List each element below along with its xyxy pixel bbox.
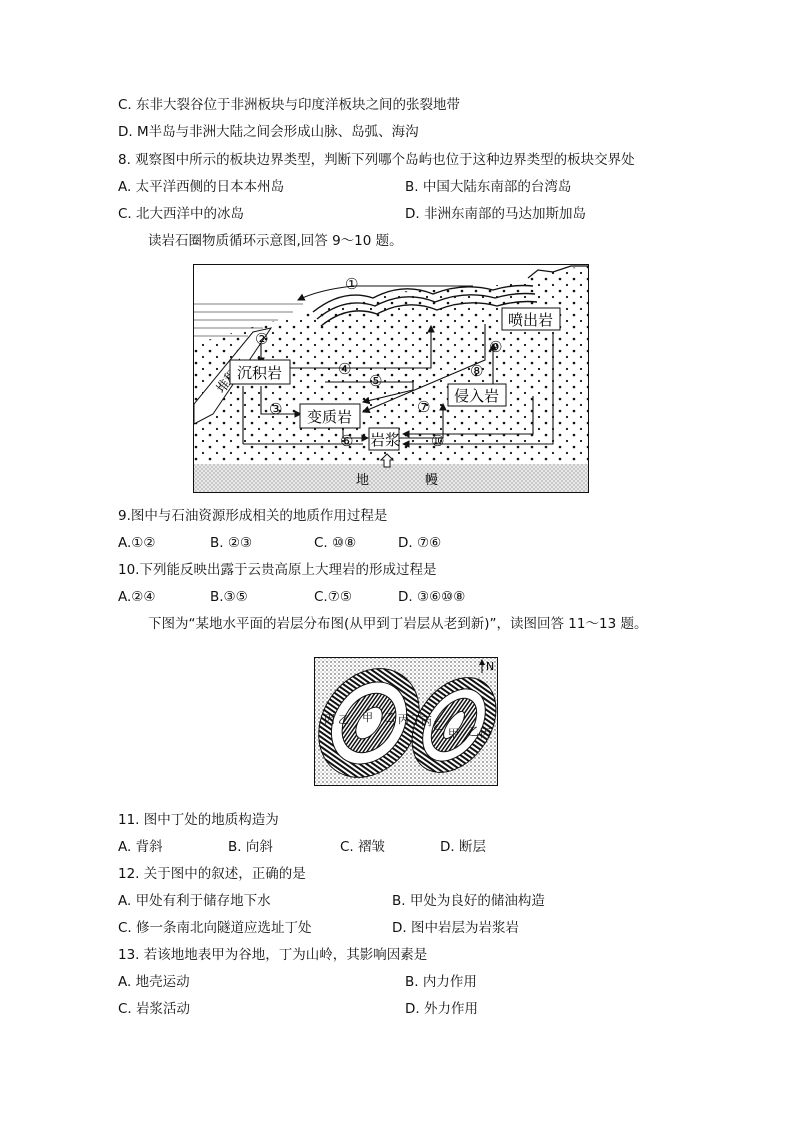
q8-option-a: A. 太平洋西侧的日本本州岛: [118, 179, 285, 195]
label-bing-center: 丙: [398, 713, 409, 726]
question-9: 9.图中与石油资源形成相关的地质作用过程是: [118, 508, 388, 524]
marker-9: ⑨: [489, 338, 503, 356]
label-bing-right: 丙: [421, 715, 432, 728]
marker-6: ⑥: [340, 432, 354, 450]
q9-option-c: C. ⑩⑧: [314, 535, 357, 551]
extrusive-label: 喷出岩: [508, 311, 554, 329]
q10-option-b: B.③⑤: [210, 589, 248, 605]
label-jia-right: 甲: [448, 727, 459, 740]
q9-option-a: A.①②: [118, 535, 156, 551]
strata-figure: [314, 657, 498, 786]
intro-9-10: 读岩石圈物质循环示意图,回答 9～10 题。: [148, 233, 403, 249]
q8-option-d: D. 非洲东南部的马达加斯加岛: [405, 206, 586, 222]
q12-option-a: A. 甲处有利于储存地下水: [118, 893, 271, 909]
question-13: 13. 若该地地表甲为谷地，丁为山岭，其影响因素是: [118, 947, 428, 963]
north-label: N: [486, 660, 495, 673]
q13-option-c: C. 岩浆活动: [118, 1001, 191, 1017]
mantle-label-left: 地: [356, 473, 370, 488]
q13-option-d: D. 外力作用: [405, 1001, 478, 1017]
label-bing-far-right: 丙: [480, 727, 491, 740]
label-jia-left: 甲: [362, 711, 373, 724]
q12-option-c: C. 修一条南北向隧道应选址丁处: [118, 920, 312, 936]
q11-option-c: C. 褶皱: [340, 839, 386, 855]
label-bing-left: 丙: [324, 713, 335, 726]
magma-label: 岩浆: [370, 431, 401, 449]
marker-10: ⑩: [431, 432, 445, 450]
marker-4: ④: [338, 360, 352, 378]
sedimentary-label: 沉积岩: [237, 364, 283, 382]
q8-option-b: B. 中国大陆东南部的台湾岛: [405, 179, 572, 195]
metamorphic-label: 变质岩: [307, 408, 353, 426]
question-11: 11. 图中丁处的地质构造为: [118, 812, 279, 828]
question-10: 10.下列能反映出露于云贵高原上大理岩的形成过程是: [118, 562, 437, 578]
marker-5: ⑤: [369, 372, 383, 390]
marker-2: ②: [255, 330, 269, 348]
label-yi-left: 乙: [338, 713, 349, 726]
marker-8: ⑧: [470, 362, 484, 380]
q11-option-d: D. 断层: [440, 839, 486, 855]
q9-option-b: B. ②③: [210, 535, 253, 551]
option-c-east-africa: C. 东非大裂谷位于非洲板块与印度洋板块之间的张裂地带: [118, 97, 461, 113]
q11-option-b: B. 向斜: [228, 839, 273, 855]
q10-option-a: A.②④: [118, 589, 156, 605]
label-yi-left-2: 乙: [384, 711, 395, 724]
q13-option-a: A. 地壳运动: [118, 974, 190, 990]
intrusive-label: 侵入岩: [454, 387, 500, 405]
label-ding: 丁: [411, 713, 422, 726]
marker-7: ⑦: [417, 398, 431, 416]
marker-1: ①: [345, 275, 359, 293]
mantle-label-right: 幔: [425, 473, 439, 488]
label-yi-right: 乙: [433, 719, 444, 732]
q11-option-a: A. 背斜: [118, 839, 163, 855]
rock-cycle-figure: [193, 264, 589, 493]
q13-option-b: B. 内力作用: [405, 974, 477, 990]
q10-option-c: C.⑦⑤: [314, 589, 352, 605]
marker-3: ③: [269, 400, 283, 418]
q9-option-d: D. ⑦⑥: [398, 535, 442, 551]
option-d-m-peninsula: D. M半岛与非洲大陆之间会形成山脉、岛弧、海沟: [118, 124, 419, 140]
q8-option-c: C. 北大西洋中的冰岛: [118, 206, 245, 222]
question-8: 8. 观察图中所示的板块边界类型，判断下列哪个岛屿也位于这种边界类型的板块交界处: [118, 152, 635, 168]
q12-option-b: B. 甲处为良好的储油构造: [392, 893, 545, 909]
q10-option-d: D. ③⑥⑩⑧: [398, 589, 466, 605]
question-12: 12. 关于图中的叙述，正确的是: [118, 866, 306, 882]
intro-11-13: 下图为“某地水平面的岩层分布图(从甲到丁岩层从老到新)”，读图回答 11～13 题。: [148, 616, 648, 632]
q12-option-d: D. 图中岩层为岩浆岩: [392, 920, 519, 936]
label-yi-right-2: 乙: [468, 725, 479, 738]
